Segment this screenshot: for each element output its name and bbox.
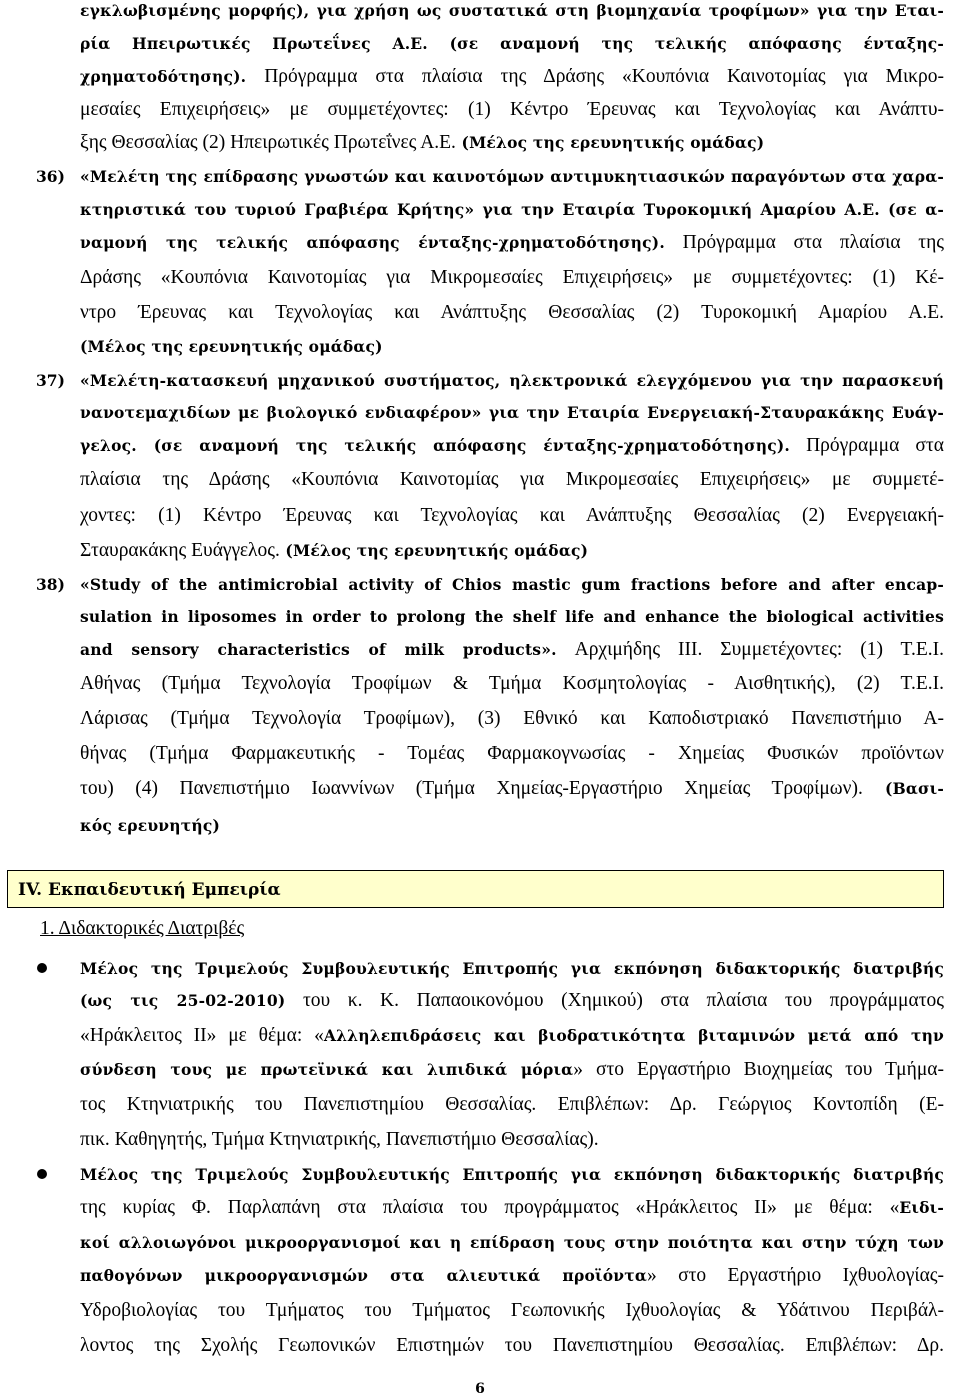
text-line: σύνδεση τους με πρωτεϊνικά και λιπιδικά μόρια» στο Εργαστήριο Βιοχημείας του Τμήμα- — [80, 1059, 944, 1080]
item-number: 38) — [36, 575, 65, 594]
text-line: του) (4) Πανεπιστήμιο Ιωαννίνων (Τμήμα Χημείας-Εργαστήριο Χημείας Τροφίμων). (Βασι- — [80, 778, 944, 799]
text-line: της κυρίας Φ. Παρλαπάνη στα πλαίσια του προγράμματος «Ηράκλειτος ΙΙ» με θέμα: «Ειδι- — [80, 1197, 944, 1218]
text-line: νανοτεμαχιδίων με βιολογικό ενδιαφέρον» για την Εταιρία Ενεργειακή-Σταυρακάκης Ευάγ- — [80, 403, 944, 422]
item-number: 37) — [36, 371, 65, 390]
text-line: Μέλος της Τριμελούς Συμβουλευτικής Επιτροπής για εκπόνηση διδακτορικής διατριβής — [80, 1165, 944, 1184]
text-line: κοί αλλοιωγόνοι μικροοργανισμοί και η επίδραση τους στην ποιότητα και στην τύχη των — [80, 1233, 944, 1252]
text-line: τος Κτηνιατρικής του Πανεπιστημίου Θεσσαλίας. Επιβλέπων: Δρ. Γεώργιος Κοντοπίδη (Ε- — [80, 1094, 944, 1115]
text-line: ξης Θεσσαλίας (2) Ηπειρωτικές Πρωτεΐνες Α.Ε. (Μέλος της ερευνητικής ομάδας) — [80, 132, 765, 153]
bullet-icon — [37, 1169, 47, 1179]
text-line: (ως τις 25-02-2010) του κ. Κ. Παπαοικονόμου (Χημικού) στα πλαίσια του προγράμματος — [80, 990, 945, 1011]
text-line: ναμονή της τελικής απόφασης ένταξης-χρηματοδότησης). Πρόγραμμα στα πλαίσια της — [80, 232, 944, 253]
text-line: πλαίσια της Δράσης «Κουπόνια Καινοτομίας για Μικρομεσαίες Επιχειρήσεις» με συμμετέ- — [80, 469, 944, 490]
text-line: ντρο Έρευνας και Τεχνολογίας και Ανάπτυξης Θεσσαλίας (2) Τυροκομική Αμαρίου Α.Ε. — [80, 302, 944, 323]
text-line: θήνας (Τμήμα Φαρμακευτικής - Τομέας Φαρμακογνωσίας - Χημείας Φυσικών προϊόντων — [80, 743, 944, 764]
text-line: πικ. Καθηγητής, Τμήμα Κτηνιατρικής, Πανεπιστήμιο Θεσσαλίας). — [80, 1129, 599, 1150]
text-line: «Study of the antimicrobial activity of Chios mastic gum fractions before and after encap- — [80, 575, 944, 594]
text-line: χρηματοδότησης). Πρόγραμμα στα πλαίσια της Δράσης «Κουπόνια Καινοτομίας για Μικρο- — [80, 66, 944, 87]
text-line: Υδροβιολογίας του Τμήματος του Τμήματος Γεωπονικής Ιχθυολογίας & Υδάτινου Περιβάλ- — [80, 1300, 944, 1321]
text-line: ρία Ηπειρωτικές Πρωτεΐνες Α.Ε. (σε αναμονή της τελικής απόφασης ένταξης- — [80, 34, 944, 53]
text-line: εγκλωβισμένης μορφής), για χρήση ως συστατικά στη βιομηχανία τροφίμων» για την Εται- — [80, 1, 944, 20]
item-number: 36) — [36, 167, 65, 186]
text-line: γελος. (σε αναμονή της τελικής απόφασης ένταξης-χρηματοδότησης). Πρόγραμμα στα — [80, 435, 944, 456]
bullet-icon — [37, 963, 47, 973]
page-number: 6 — [475, 1381, 485, 1397]
text-line: Αθήνας (Τμήμα Τεχνολογία Τροφίμων & Τμήμα Κοσμητολογίας - Αισθητικής), (2) Τ.Ε.Ι. — [80, 673, 944, 694]
text-line: Μέλος της Τριμελούς Συμβουλευτικής Επιτροπής για εκπόνηση διδακτορικής διατριβής — [80, 959, 944, 978]
text-line: κός ερευνητής) — [80, 816, 220, 835]
subsection-title: 1. Διδακτορικές Διατριβές — [40, 918, 245, 939]
text-line: sulation in liposomes in order to prolong the shelf life and enhance the biological activities — [80, 607, 944, 626]
text-line: «Μελέτη-κατασκευή μηχανικού συστήματος, ηλεκτρονικά ελεγχόμενου για την παρασκευή — [80, 371, 944, 390]
text-line: κτηριστικά του τυριού Γραβιέρα Κρήτης» για την Εταιρία Τυροκομική Αμαρίου Α.Ε. (σε α- — [80, 200, 944, 219]
text-line: Λάρισας (Τμήμα Τεχνολογία Τροφίμων), (3) Εθνικό και Καποδιστριακό Πανεπιστήμιο Α- — [80, 708, 944, 729]
text-line: «Ηράκλειτος ΙΙ» με θέμα: «Αλληλεπιδράσεις και βιοδρατικότητα βιταμινών μετά από την — [80, 1025, 945, 1046]
text-line: χοντες: (1) Κέντρο Έρευνας και Τεχνολογίας και Ανάπτυξης Θεσσαλίας (2) Ενεργειακή- — [80, 505, 944, 526]
section-heading — [7, 870, 944, 908]
text-line: παθογόνων μικροοργανισμών στα αλιευτικά προϊόντα» στο Εργαστήριο Ιχθυολογίας- — [80, 1265, 944, 1286]
text-line: and sensory characteristics of milk products». Αρχιμήδης ΙΙΙ. Συμμετέχοντες: (1) Τ.Ε.Ι. — [80, 639, 944, 660]
text-line: Δράσης «Κουπόνια Καινοτομίας για Μικρομεσαίες Επιχειρήσεις» με συμμετέχοντες: (1) Κέ- — [80, 267, 944, 288]
section-title: IV. Εκπαιδευτική Εμπειρία — [18, 880, 281, 900]
text-line: λοντος της Σχολής Γεωπονικών Επιστημών του Πανεπιστημίου Θεσσαλίας. Επιβλέπων: Δρ. — [80, 1335, 944, 1356]
text-line: Σταυρακάκης Ευάγγελος. (Μέλος της ερευνητικής ομάδας) — [80, 540, 589, 561]
text-line: μεσαίες Επιχειρήσεις» με συμμετέχοντες: (1) Κέντρο Έρευνας και Τεχνολογίας και Ανάπτυ- — [80, 99, 944, 120]
text-line: (Μέλος της ερευνητικής ομάδας) — [80, 337, 383, 356]
text-line: «Μελέτη της επίδρασης γνωστών και καινοτόμων αντιμυκητιασικών παραγόντων στα χαρα- — [80, 167, 944, 186]
